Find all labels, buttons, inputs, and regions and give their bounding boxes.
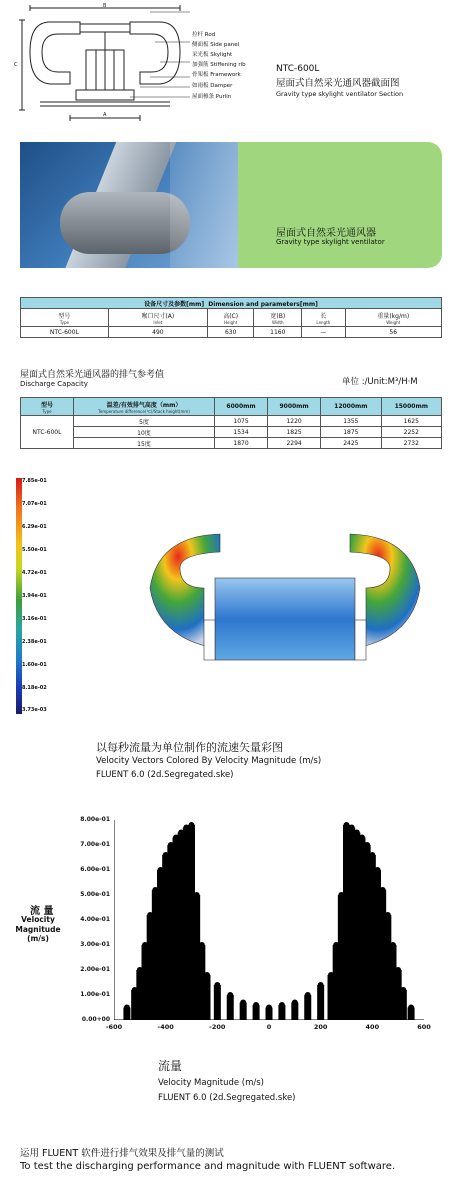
contour-caption-cn: 以每秒流量为单位制作的流速矢量彩图 [96,741,283,754]
dims-col-header: 宽(B) Width [254,309,302,327]
scatter-point [124,1005,130,1011]
discharge-cell: 2425 [321,438,381,449]
part-label: 侧面板 Side panel [192,42,240,48]
height-header: 12000mm [321,398,381,416]
scatter-point [279,1002,285,1008]
dims-col-header: 高(C) Height [207,309,254,327]
scatter-point [194,892,200,898]
y-tick-label: 7.00e-01 [80,841,110,848]
part-label: 拉杆 Rod [192,32,216,38]
discharge-cell: 1075 [215,416,268,427]
velocity-scatter-plot [114,820,424,1020]
scatter-point [189,822,195,828]
discharge-cell: 1220 [268,416,321,427]
chart-caption-cn: 流量 [158,1059,183,1073]
contour-caption-en: Velocity Vectors Colored By Velocity Magnitude (m/s) [96,756,322,766]
discharge-model-cell: NTC-600L [21,416,74,449]
scatter-point [408,1005,414,1011]
part-label: 骨架板 Framework [192,72,241,78]
y-tick-label: 3.00e-01 [80,941,110,948]
legend-value: 3.94e-01 [22,593,47,599]
legend-value: 6.29e-01 [22,524,47,530]
discharge-type-header: 型号 Type [21,398,74,416]
banner-title-en: Gravity type skylight ventilator [276,238,385,246]
y-tick-label: 1.00e-01 [80,991,110,998]
scatter-point [380,887,386,893]
scatter-point [227,992,233,998]
discharge-cell: 1625 [381,416,441,427]
velocity-vector-field [140,528,430,668]
legend-value: 3.73e-03 [22,707,47,713]
scatter-point [385,912,391,918]
dims-cell: — [302,327,345,338]
scatter-point [199,942,205,948]
legend-value: 8.18e-02 [22,685,47,691]
temp-label-cell: 5度 [74,416,215,427]
legend-value: 3.16e-01 [22,616,47,622]
scatter-point [390,942,396,948]
discharge-cell: 2294 [268,438,321,449]
x-tick-label: 0 [266,1023,272,1031]
discharge-param-header: 温差/有效排气高度（mm） Temperature difference(℃)/Stack height(mm) [74,398,215,416]
discharge-cell: 2252 [381,427,441,438]
dim-letter-b: B [103,3,107,9]
chart-y-ticks [70,816,110,1023]
x-tick-label: -600 [105,1023,123,1031]
discharge-table [20,397,442,449]
throat-flow [215,578,355,660]
part-label: 加强筋 Stiffening rib [192,62,246,68]
dims-cell: 630 [207,327,254,338]
product-photo [20,142,238,268]
discharge-cell: 1355 [321,416,381,427]
x-tick-label: -200 [209,1023,226,1031]
part-label: 如雨板 Damper [192,83,233,89]
legend-value: 5.50e-01 [22,547,47,553]
scatter-point [354,830,360,836]
chart-caption-en: Velocity Magnitude (m/s) [158,1078,264,1088]
dims-heading: 设备尺寸及参数[mm] Dimension and parameters[mm] [21,298,442,309]
discharge-cell: 1875 [321,427,381,438]
scatter-point [395,967,401,973]
x-tick-label: -400 [157,1023,174,1031]
contour-caption-software: FLUENT 6.0 (2d.Segregated.ske) [96,770,234,780]
temp-label-cell: 15度 [74,438,215,449]
section-model: NTC-600L [276,64,320,74]
footer-en: To test the discharging performance and magnitude with FLUENT software. [20,1161,396,1172]
x-tick-label: 400 [365,1023,380,1031]
y-tick-label: 8.00e-01 [80,816,110,823]
discharge-cell: 1534 [215,427,268,438]
scatter-point [305,992,311,998]
legend-value: 7.07e-01 [22,501,47,507]
dims-cell: 1160 [254,327,302,338]
height-header: 15000mm [381,398,441,416]
discharge-cell: 2732 [381,438,441,449]
section-title-en: Gravity type skylight ventilator Section [276,90,404,98]
x-tick-label: 200 [313,1023,328,1031]
y-tick-label: 5.00e-01 [80,891,110,898]
y-tick-label: 0.00+00 [81,1016,110,1023]
scatter-point [253,1002,259,1008]
temp-label-cell: 10度 [74,427,215,438]
scatter-point [292,1000,298,1006]
scatter-point [400,987,406,993]
scatter-point [349,825,355,831]
scatter-point [369,852,375,858]
part-label: 采光板 Skylight [192,52,233,58]
product-banner [20,142,442,268]
legend-value: 4.72e-01 [22,570,47,576]
section-diagram [10,2,210,137]
footer-cn: 运用 FLUENT 软件进行排气效果及排气量的测试 [20,1148,224,1159]
dims-col-header: 重量(kg/m) Weight [345,309,442,327]
banner-title-cn: 屋面式自然采光通风器 [276,228,376,239]
part-label: 屋面檩条 Purlin [192,94,232,100]
scatter-point [266,1005,272,1011]
scatter-point [364,842,370,848]
dims-col-header: 长 Length [302,309,345,327]
dim-letter-c: C [14,62,18,68]
x-tick-label: 600 [417,1023,431,1031]
discharge-cell: 1825 [268,427,321,438]
chart-ylabel-en: Velocity Magnitude (m/s) [15,915,61,943]
dims-cell: NTC-600L [21,327,109,338]
section-drawing [0,0,450,135]
scatter-point [204,972,210,978]
scatter-point [359,835,365,841]
dims-cell: 490 [108,327,207,338]
scatter-point [344,822,350,828]
scatter-point [240,1000,246,1006]
discharge-unit: 单位 :/Unit:M³/H·M [342,377,418,387]
legend-value: 1.60e-01 [22,662,47,668]
legend-value: 7.85e-01 [22,478,47,484]
y-tick-label: 2.00e-01 [80,966,110,973]
legend-value: 2.38e-01 [22,639,47,645]
dims-cell: 56 [345,327,442,338]
discharge-title-cn: 屋面式自然采光通风器的排气参考值 [20,370,165,380]
contour-legend [16,478,76,714]
chart-caption-software: FLUENT 6.0 (2d.Segregated.ske) [158,1093,296,1103]
dims-col-header: 型号 Type [21,309,109,327]
scatter-point [318,982,324,988]
section-title-cn: 屋面式自然采光通风器截面图 [276,78,400,89]
height-header: 9000mm [268,398,321,416]
dim-letter-a: A [103,112,107,118]
dimensions-table [20,297,442,338]
chart-ylabel-cn: 流 量 [30,906,54,917]
y-tick-label: 6.00e-01 [80,866,110,873]
chart-x-ticks [105,1023,431,1033]
scatter-point [375,867,381,873]
discharge-title-en: Discharge Capacity [20,380,88,388]
scatter-point [214,982,220,988]
y-tick-label: 4.00e-01 [80,916,110,923]
dims-col-header: 喉口尺寸(A) Inlet [108,309,207,327]
height-header: 6000mm [215,398,268,416]
discharge-cell: 1870 [215,438,268,449]
